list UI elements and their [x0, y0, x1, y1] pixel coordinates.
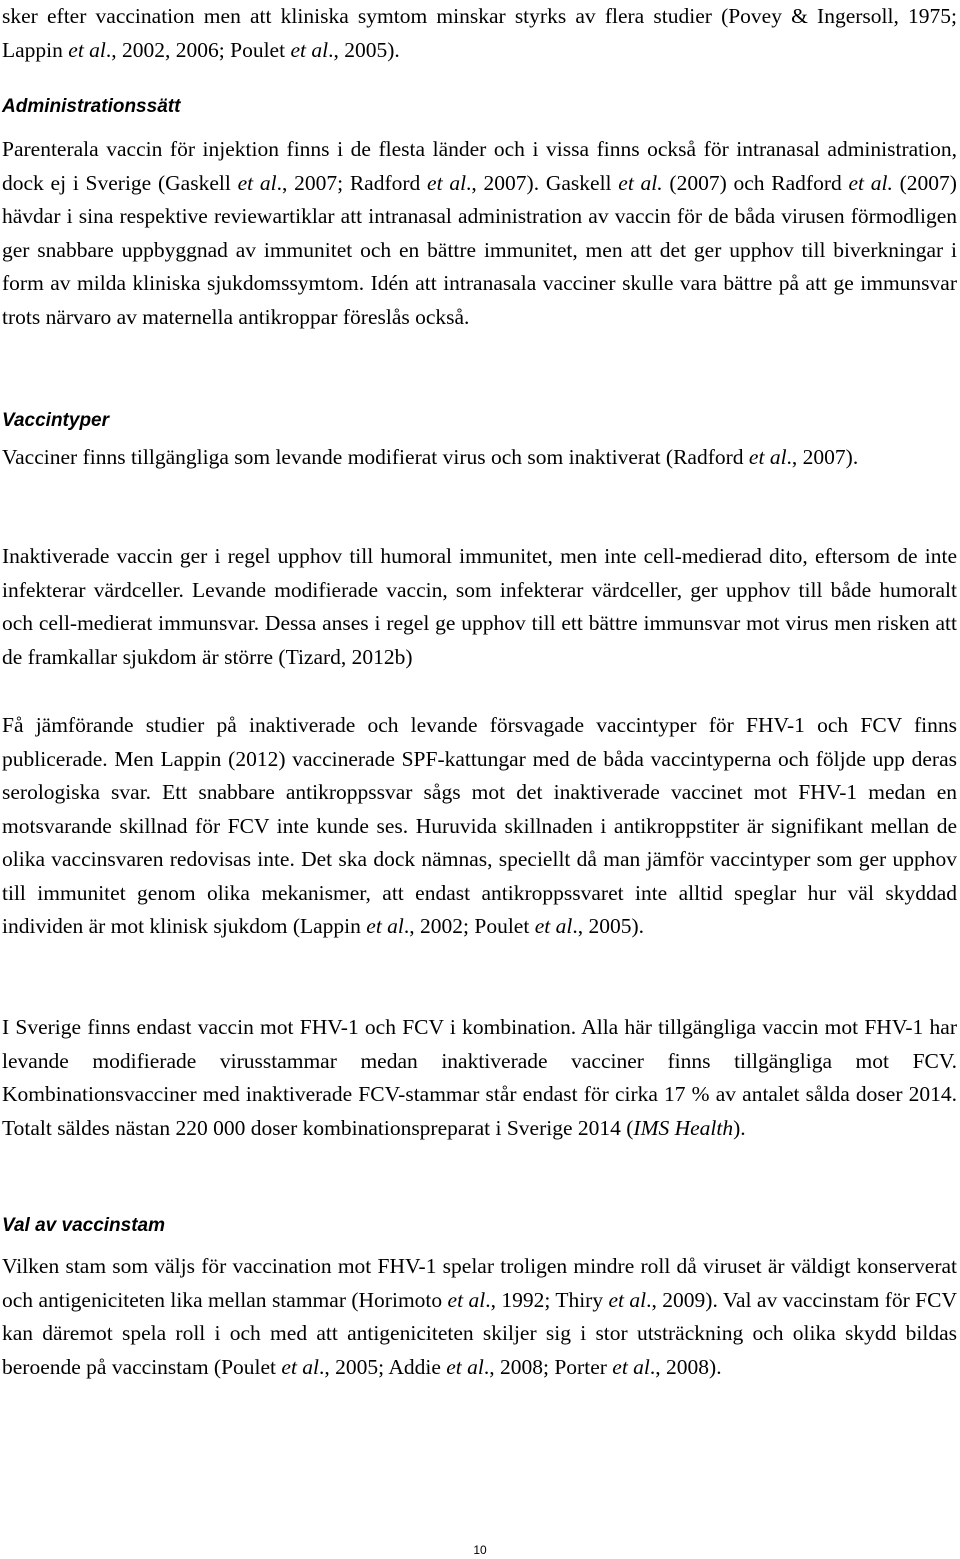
heading-vaccine-types: Vaccintyper: [2, 410, 110, 431]
text-run: ., 2002; Poulet: [403, 914, 535, 938]
italic-citation-text: et al: [534, 914, 573, 938]
italic-citation-text: et al: [68, 37, 106, 62]
text-run: ., 2008; Porter: [483, 1354, 613, 1379]
text-run: ., 2007; Radford: [276, 170, 428, 195]
text-run: ., 2007).: [786, 445, 859, 469]
italic-citation-text: et al: [366, 914, 404, 938]
text-run: Få jämförande studier på inaktiverade och levande försvagade vaccintyper för FHV-1 och FCV finns publicerade. Men Lappin (2012) vaccinerade SPF-kattungar med de båda vaccintyperna och följde upp deras serologiska svar. Ett snabbare antikroppssvar sågs mot det inaktiverade vaccinet mot FHV-1 medan en motsvarande skillnad för FCV inte kunde ses. Huruvida skillnaden i antikroppstiter är signifikant mellan de olika vaccinsvaren redovisas inte. Det ska dock nämnas, speciellt då man jämför vaccintyper som ger upphov till immunitet genom olika mekanismer, att endast antikroppssvaret inte alltid speglar hur väl skyddad individen är mot klinisk sjukdom (Lappin: [2, 713, 957, 938]
text-run: Vilken stam som väljs för vaccination mot FHV-1 spelar troligen mindre roll då viruset är väldigt konserverat och antigeniciteten lika mellan stammar (Horimoto: [2, 1254, 957, 1312]
text-run: ., 1992; Thiry: [485, 1287, 609, 1312]
text-run: ., 2005).: [328, 37, 400, 62]
italic-citation-text: et al: [612, 1354, 650, 1379]
paragraph-inactivated-vs-live: [2, 540, 957, 674]
paragraph-symptom-studies: [2, 0, 957, 67]
italic-citation-text: IMS Health: [633, 1115, 734, 1140]
paragraph-strain-choice: [2, 1250, 957, 1384]
italic-citation-text: et al: [281, 1354, 320, 1379]
heading-strain-choice: Val av vaccinstam: [2, 1215, 166, 1236]
text-run: ., 2002, 2006; Poulet: [105, 37, 291, 62]
text-run: Parenterala vaccin för injektion finns i de flesta länder och i vissa finns också för intranasal administration, dock ej i Sverige (Gaskell: [2, 137, 957, 195]
italic-citation-text: et al: [290, 37, 329, 62]
text-run: Vacciner finns tillgängliga som levande modifierat virus och som inaktiverat (Radford: [2, 445, 749, 469]
text-run: (2007) hävdar i sina respektive reviewartiklar att intranasal administration av vaccin för de båda virusen förmodligen ger snabbare uppbyggnad av immunitet och en bättre immunitet, men att det ger upphov till biverkningar i form av milda kliniska sjukdomssymtom. Idén att intranasala vacciner skulle vara bättre på att ge immunsvar trots närvaro av maternella antikroppar föreslås också.: [2, 170, 957, 329]
heading-administration: Administrationssätt: [2, 96, 181, 117]
italic-citation-text: et al: [447, 1287, 486, 1312]
italic-citation-text: et al.: [848, 170, 893, 195]
italic-citation-text: et al.: [618, 170, 663, 195]
text-run: ., 2005).: [572, 914, 644, 938]
paragraph-sweden-vaccines: [2, 1011, 957, 1145]
italic-citation-text: et al: [446, 1354, 484, 1379]
text-run: I Sverige finns endast vaccin mot FHV-1 och FCV i kombination. Alla här tillgängliga vaccin mot FHV-1 har levande modifierade virusstammar medan inaktiverade vacciner finns tillgängliga mot FCV. Kombinationsvacciner med inaktiverade FCV-stammar står endast för cirka 17 % av antalet sålda doser 2014. Totalt säldes nästan 220 000 doser kombinationspreparat i Sverige 2014 (: [2, 1015, 957, 1140]
paragraph-comparative-studies: [2, 709, 957, 944]
text-run: sker efter vaccination men att kliniska symtom minskar styrks av flera studier (Povey & Ingersoll, 1975; Lappin: [2, 4, 957, 62]
text-run: ).: [733, 1115, 746, 1140]
text-run: ., 2007). Gaskell: [466, 170, 619, 195]
text-run: Inaktiverade vaccin ger i regel upphov till humoral immunitet, men inte cell-medierad dito, eftersom de inte infekterar värdceller. Levande modifierade vaccin, som infekterar värdceller, ger upphov till både humoralt och cell-medierat immunsvar. Dessa anses i regel ge upphov till ett bättre immunsvar mot virus men risken att de framkallar sjukdom är större (Tizard, 2012b): [2, 544, 957, 669]
italic-citation-text: et al: [748, 445, 787, 469]
text-run: ., 2009). Val av vaccinstam för FCV kan däremot spela roll i och med att antigeniciteten skiljer sig i stor utsträckning och olika skydd bildas beroende på vaccinstam (Poulet: [2, 1287, 957, 1379]
text-run: ., 2008).: [649, 1354, 722, 1379]
text-run: (2007) och Radford: [662, 170, 849, 195]
paragraph-administration: [2, 133, 957, 334]
paragraph-vaccine-availability: [2, 441, 957, 475]
italic-citation-text: et al: [427, 170, 467, 195]
text-run: ., 2005; Addie: [319, 1354, 447, 1379]
italic-citation-text: et al: [237, 170, 277, 195]
italic-citation-text: et al: [608, 1287, 647, 1312]
page-number: 10: [473, 1543, 487, 1557]
